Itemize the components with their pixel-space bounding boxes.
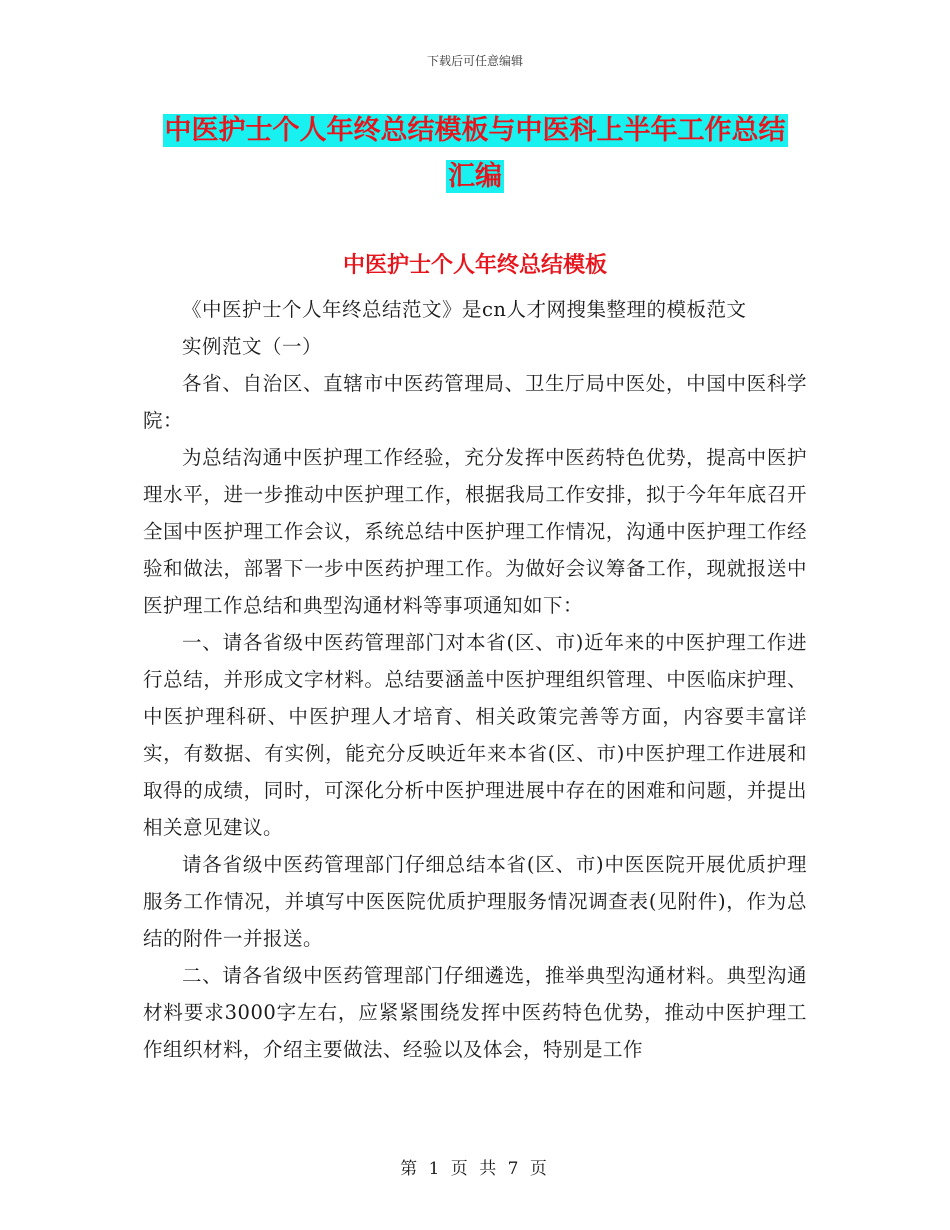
- document-title-line2: 汇编: [448, 161, 502, 192]
- paragraph-salutation: 各省、自治区、直辖市中医药管理局、卫生厅局中医处，中国中医科学院：: [143, 372, 807, 432]
- paragraph-item-two: 二、请各省级中医药管理部门仔细遴选，推举典型沟通材料。典型沟通材料要求3000字左右，应紧紧围绕发挥中医药特色优势，推动中医护理工作组织材料，介绍主要做法、经验以及体会，特别是工作: [143, 964, 807, 1061]
- paragraph-item-one: 一、请各省级中医药管理部门对本省(区、市)近年来的中医护理工作进行总结，并形成文字材料。总结要涵盖中医护理组织管理、中医临床护理、中医护理科研、中医护理人才培育、相关政策完善等方面，内容要丰富详实，有数据、有实例，能充分反映近年来本省(区、市)中医护理工作进展和取得的成绩，同时，可深化分析中医护理进展中存在的困难和问题，并提出相关意见建议。: [143, 631, 807, 839]
- paragraph-intro: 《中医护士个人年终总结范文》是cn人才网搜集整理的模板范文: [182, 298, 747, 321]
- paragraph-example-label: 实例范文（一）: [182, 335, 323, 358]
- document-body: [143, 291, 807, 1068]
- document-title: [143, 108, 807, 200]
- paragraph-purpose: 为总结沟通中医护理工作经验，充分发挥中医药特色优势，提高中医护理水平，进一步推动中医护理工作，根据我局工作安排，拟于今年年底召开全国中医护理工作会议，系统总结中医护理工作情况，沟通中医护理工作经验和做法，部署下一步中医药护理工作。为做好会议筹备工作，现就报送中医护理工作总结和典型沟通材料等事项通知如下：: [143, 446, 807, 617]
- header-note: 下载后可任意编辑: [426, 54, 523, 68]
- document-title-line1: 中医护士个人年终总结模板与中医科上半年工作总结: [164, 115, 786, 146]
- paragraph-quality-service: 请各省级中医药管理部门仔细总结本省(区、市)中医医院开展优质护理服务工作情况，并填写中医医院优质护理服务情况调查表(见附件)，作为总结的附件一并报送。: [143, 853, 807, 950]
- section-title: 中医护士个人年终总结模板: [342, 253, 607, 278]
- page-footer: 第 1 页 共 7 页: [400, 1159, 550, 1179]
